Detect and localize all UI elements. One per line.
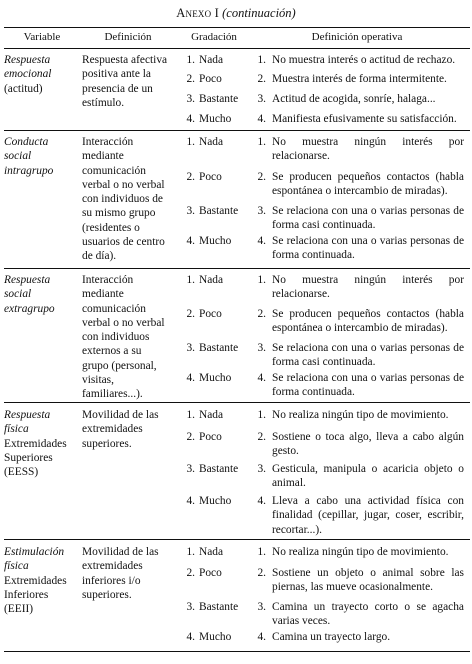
gradation-item: 1. Nada: [186, 54, 224, 66]
operative-item: 4. Camina un trayecto largo.: [257, 631, 391, 643]
operative-item: 1. No muestra interés o actitud de rechazo.: [257, 54, 456, 66]
variable-sub: Extremidades Superiores (EESS): [4, 437, 67, 479]
gradation-item: 2. Poco: [186, 171, 222, 183]
variable-sub: (actitud): [4, 82, 43, 95]
gradation-item: 1. Nada: [186, 546, 224, 558]
operative-item: 3. Se relaciona con una o varias personas de forma casi continuada.: [257, 342, 464, 369]
row-divider: [4, 268, 470, 269]
variable-cell: [4, 408, 80, 479]
header-gradacion: Gradación: [191, 31, 237, 43]
gradation-item: 3. Bastante: [186, 601, 239, 613]
header-variable: Variable: [23, 31, 61, 43]
gradation-item: 1. Nada: [186, 136, 224, 148]
definition-cell: Movilidad de las extremidades inferiores i/o superiores.: [82, 546, 159, 601]
gradation-item: 2. Poco: [186, 567, 222, 579]
variable-cell: [4, 545, 80, 616]
operative-item: 2. Sostiene un objeto o animal sobre las piernas, las mueve ocasionalmente.: [257, 567, 464, 594]
gradation-item: 4. Mucho: [186, 495, 232, 507]
variable-name: Respuesta física: [4, 409, 51, 436]
gradation-item: 3. Bastante: [186, 342, 239, 354]
gradation-item: 2. Poco: [186, 308, 222, 320]
row-divider: [4, 539, 470, 540]
gradation-item: 1. Nada: [186, 409, 224, 421]
operative-item: 2. Sostiene o toca algo, lleva a cabo algún gesto.: [257, 431, 464, 458]
header-definicion: Definición: [104, 31, 152, 43]
variable-sub: Extremidades Inferiores (EEII): [4, 574, 67, 616]
header-definicion-operativa: Definición operativa: [311, 31, 403, 43]
caption-prefix: Anexo I: [176, 6, 219, 20]
bottom-rule: [4, 651, 470, 652]
definition-cell: Movilidad de las extremidades superiores.: [82, 409, 159, 450]
top-rule: [4, 27, 470, 28]
gradation-item: 4. Mucho: [186, 113, 232, 125]
caption-suffix: (continuación): [222, 6, 296, 20]
gradation-item: 2. Poco: [186, 73, 222, 85]
operative-item: 2. Se producen pequeños contactos (habla espontánea o intercambio de miradas).: [257, 171, 464, 198]
operative-item: 4. Se relaciona con una o varias personas de forma continuada.: [257, 372, 464, 399]
row-divider: [4, 130, 470, 131]
operative-item: 4. Manifiesta efusivamente su satisfacción.: [257, 113, 457, 125]
definition-cell: Interacción mediante comunicación verbal o no verbal con individuos externos a su grupo (personal, visitas, familiares...).: [82, 274, 165, 401]
operative-item: 4. Se relaciona con una o varias personas de forma continuada.: [257, 235, 464, 262]
variable-name: Conducta social intragrupo: [4, 136, 54, 177]
operative-item: 1. No realiza ningún tipo de movimiento.: [257, 546, 449, 558]
gradation-item: 4. Mucho: [186, 631, 232, 643]
operative-item: 1. No muestra ningún interés por relacionarse.: [257, 274, 464, 301]
gradation-item: 2. Poco: [186, 431, 222, 443]
gradation-item: 4. Mucho: [186, 372, 232, 384]
gradation-item: 1. Nada: [186, 274, 224, 286]
variable-cell: [4, 135, 80, 178]
operative-item: 2. Muestra interés de forma intermitente.: [257, 73, 447, 85]
operative-item: 3. Se relaciona con una o varias personas de forma casi continuada.: [257, 205, 464, 232]
gradation-item: 3. Bastante: [186, 463, 239, 475]
gradation-item: 3. Bastante: [186, 93, 239, 105]
operative-item: 3. Camina un trayecto corto o se agacha varias veces.: [257, 601, 464, 628]
variable-name: Respuesta social extragrupo: [4, 274, 55, 315]
definition-cell: Respuesta afectiva positiva ante la presencia de un estímulo.: [82, 54, 168, 109]
operative-item: 2. Se producen pequeños contactos (habla espontánea o intercambio de miradas).: [257, 308, 464, 335]
variable-cell: [4, 273, 80, 316]
gradation-item: 3. Bastante: [186, 205, 239, 217]
table-caption: [0, 6, 472, 21]
definition-cell: Interacción mediante comunicación verbal o no verbal con individuos de su mismo grupo (residentes o usuarios de centro de día).: [82, 136, 165, 263]
variable-cell: [4, 53, 80, 96]
variable-name: Respuesta emocional: [4, 54, 52, 81]
operative-item: 1. No muestra ningún interés por relacionarse.: [257, 136, 464, 163]
operative-item: 3. Gesticula, manipula o acaricia objeto o animal.: [257, 463, 464, 490]
variable-name: Estimulación física: [4, 546, 65, 573]
gradation-item: 4. Mucho: [186, 235, 232, 247]
operative-item: 4. Lleva a cabo una actividad física con finalidad (cepillar, jugar, coser, escribir, recortar...).: [257, 495, 464, 536]
row-divider: [4, 402, 470, 403]
operative-item: 1. No realiza ningún tipo de movimiento.: [257, 409, 449, 421]
operative-item: 3. Actitud de acogida, sonríe, halaga...: [257, 93, 436, 105]
header-rule: [4, 48, 470, 49]
